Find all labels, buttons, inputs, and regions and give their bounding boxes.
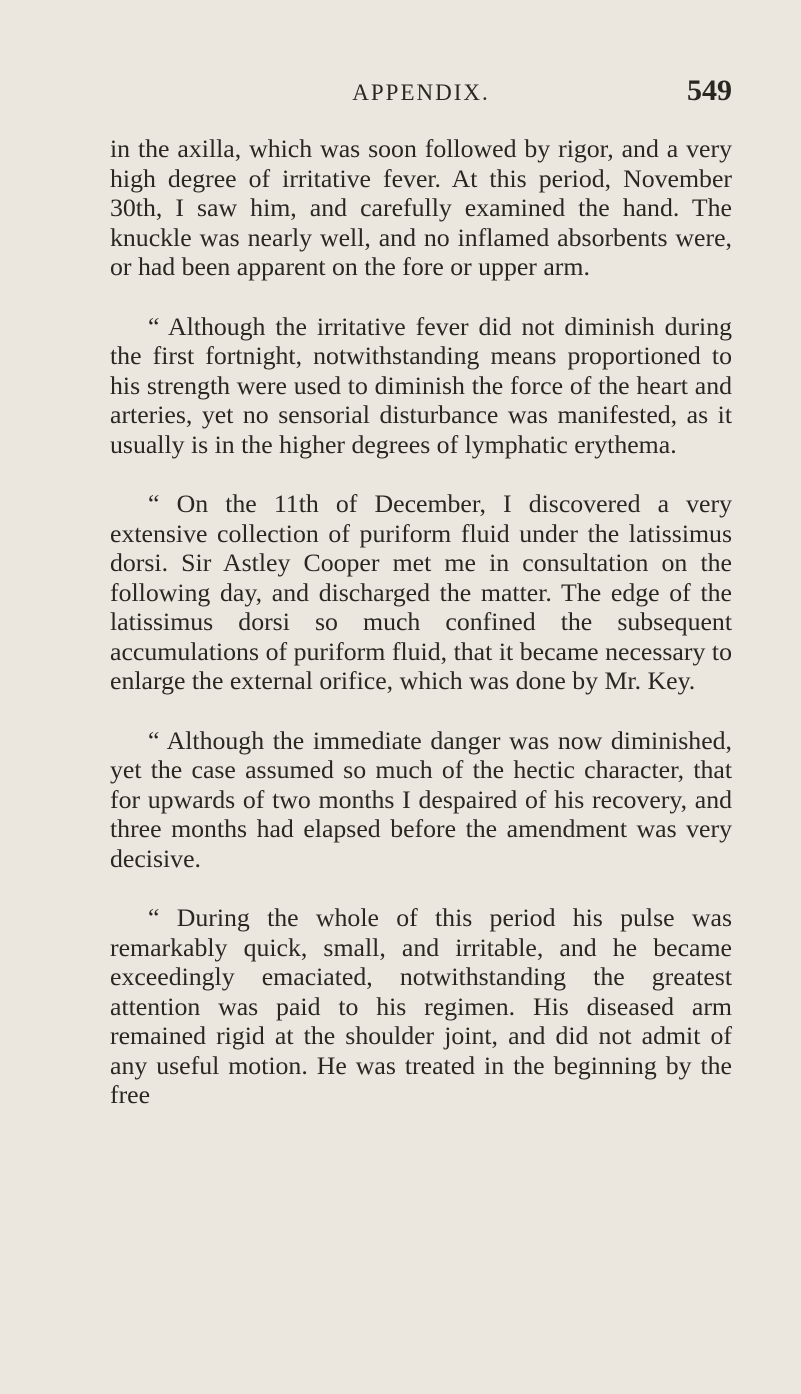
body-text: [110, 134, 732, 1110]
paragraph: in the axilla, which was soon followed by rigor, and a very high degree of irritative fever. At this period, November 30th, I saw him, and carefully examined the hand. The knuckle was nearly well, and no inflamed absorbents were, or had been apparent on the fore or upper arm.: [110, 134, 732, 281]
paragraph: “ On the 11th of December, I discovered a very extensive collection of puriform fluid under the latissimus dorsi. Sir Astley Cooper met me in consultation on the following day, and discharged the matter. The edge of the latissimus dorsi so much confined the subsequent accumulations of puriform fluid, that it became necessary to enlarge the external orifice, which was done by Mr. Key.: [110, 489, 732, 695]
page-number: 549: [687, 74, 732, 107]
paragraph: “ Although the immediate danger was now diminished, yet the case assumed so much of the hectic character, that for upwards of two months I despaired of his recovery, and three months had elapsed before the amendment was very decisive.: [110, 725, 732, 873]
paragraph: “ Although the irritative fever did not diminish during the first fortnight, notwithstanding means proportioned to his strength were used to diminish the force of the heart and arteries, yet no sensorial disturbance was manifested, as it usually is in the higher degrees of lymphatic erythema.: [110, 311, 732, 459]
page-header: [110, 74, 732, 114]
running-head: APPENDIX.: [352, 80, 490, 105]
paragraph: “ During the whole of this period his pulse was remarkably quick, small, and irritable, and he became exceedingly emaciated, notwithstanding the greatest attention was paid to his regimen. His diseased arm remained rigid at the shoulder joint, and did not admit of any useful motion. He was treated in the beginning by the free: [110, 903, 732, 1109]
